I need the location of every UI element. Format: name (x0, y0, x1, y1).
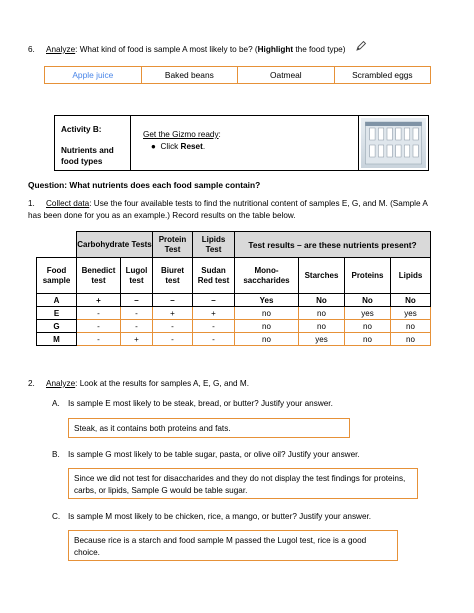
cell-starch[interactable]: no (299, 307, 345, 320)
subquestion-letter: A. (52, 399, 60, 408)
cell-protein[interactable]: no (345, 333, 391, 346)
cell-lugol[interactable]: - (121, 320, 153, 333)
col-monosaccharides: Mono-saccharides (235, 258, 299, 294)
cell-biuret[interactable]: + (153, 307, 193, 320)
subquestion-b (52, 449, 360, 460)
cell-sudan[interactable]: + (193, 307, 235, 320)
table-row (37, 294, 431, 307)
activity-subtitle: Nutrients and food types (61, 146, 114, 166)
reset-instruction (151, 141, 346, 153)
activity-instructions (131, 116, 359, 170)
question-text: : Look at the results for samples A, E, G, and M. (75, 379, 249, 388)
cell-sample: G (37, 320, 77, 333)
gizmo-thumbnail (359, 116, 428, 170)
question-1 (28, 198, 438, 222)
colon: : (218, 130, 221, 139)
gizmo-ready-link[interactable]: Get the Gizmo ready (143, 130, 219, 139)
cell-sudan[interactable]: - (193, 320, 235, 333)
cell-mono[interactable]: no (235, 320, 299, 333)
subquestion-text: Is sample M most likely to be chicken, rice, a mango, or butter? Justify your answer. (68, 512, 372, 521)
choice-oatmeal[interactable]: Oatmeal (237, 66, 335, 84)
food-type-choices (44, 66, 430, 84)
subquestion-letter: B. (52, 450, 60, 459)
activity-label: Activity B: (61, 125, 102, 134)
cell-starch: No (299, 294, 345, 307)
cell-lipid[interactable]: no (391, 333, 431, 346)
cell-sample: A (37, 294, 77, 307)
question-number: 1. (28, 199, 35, 208)
cell-benedict[interactable]: - (77, 333, 121, 346)
highlight-word: Highlight (257, 45, 294, 54)
question-text: : Use the four available tests to find the nutritional content of samples E, G, and M. (Sample A has been done for you as an example.) Record results on the table below. (28, 199, 428, 220)
cell-lugol[interactable]: - (121, 307, 153, 320)
choice-apple-juice[interactable]: Apple juice (44, 66, 142, 84)
col-starches: Starches (299, 258, 345, 294)
subquestion-c (52, 511, 371, 522)
cell-biuret[interactable]: - (153, 333, 193, 346)
col-lipids: Lipids (391, 258, 431, 294)
reset-word: Reset (180, 142, 203, 151)
cell-sample: E (37, 307, 77, 320)
activity-b-box (54, 115, 429, 171)
table-row (37, 307, 431, 320)
cell-benedict[interactable]: - (77, 307, 121, 320)
question-text-end: the food type) (293, 45, 346, 54)
subquestion-letter: C. (52, 512, 61, 521)
cell-protein[interactable]: no (345, 320, 391, 333)
header-test-results: Test results – are these nutrients present? (235, 232, 431, 258)
col-lugol: Lugol test (121, 258, 153, 294)
cell-mono[interactable]: no (235, 307, 299, 320)
cell-starch[interactable]: yes (299, 333, 345, 346)
col-proteins: Proteins (345, 258, 391, 294)
bullet-icon: ● (151, 142, 156, 151)
cell-starch[interactable]: no (299, 320, 345, 333)
cell-lugol: – (121, 294, 153, 307)
choice-scrambled-eggs[interactable]: Scrambled eggs (334, 66, 432, 84)
col-biuret: Biuret test (153, 258, 193, 294)
choice-baked-beans[interactable]: Baked beans (141, 66, 239, 84)
nutrient-table (36, 231, 431, 346)
collect-data-label: Collect data (46, 199, 90, 208)
col-food-sample: Food sample (37, 258, 77, 294)
answer-box-a[interactable]: Steak, as it contains both proteins and fats. (68, 418, 350, 438)
blank-corner (37, 232, 77, 258)
cell-lipid[interactable]: yes (391, 307, 431, 320)
activity-title (55, 116, 131, 170)
col-sudan: Sudan Red test (193, 258, 235, 294)
cell-protein[interactable]: yes (345, 307, 391, 320)
cell-benedict[interactable]: - (77, 320, 121, 333)
table-row (37, 333, 431, 346)
cell-biuret[interactable]: - (153, 320, 193, 333)
cell-biuret: – (153, 294, 193, 307)
question-text: : What kind of food is sample A most likely to be? ( (75, 45, 258, 54)
cell-mono: Yes (235, 294, 299, 307)
section-question: Question: What nutrients does each food sample contain? (28, 180, 261, 190)
pencil-icon (355, 40, 367, 52)
cell-lipid: No (391, 294, 431, 307)
subquestion-text: Is sample G most likely to be table sugar, pasta, or olive oil? Justify your answer. (68, 450, 360, 459)
answer-box-c[interactable]: Because rice is a starch and food sample M passed the Lugol test, rice is a good choice. (68, 530, 398, 561)
cell-sudan[interactable]: - (193, 333, 235, 346)
question-number: 6. (28, 45, 35, 54)
question-2 (28, 379, 249, 388)
subquestion-a (52, 398, 333, 409)
header-lipids-test: Lipids Test (193, 232, 235, 258)
header-protein-test: Protein Test (153, 232, 193, 258)
col-benedict: Benedict test (77, 258, 121, 294)
period: . (202, 142, 206, 151)
cell-sample: M (37, 333, 77, 346)
gizmo-screenshot-icon (361, 118, 426, 168)
cell-protein: No (345, 294, 391, 307)
cell-lugol[interactable]: + (121, 333, 153, 346)
click-text: Click (160, 142, 181, 151)
analyze-label: Analyze (46, 45, 76, 54)
subquestion-text: Is sample E most likely to be steak, bread, or butter? Justify your answer. (68, 399, 333, 408)
analyze-label: Analyze (46, 379, 76, 388)
cell-benedict: + (77, 294, 121, 307)
cell-sudan: – (193, 294, 235, 307)
question-6 (28, 44, 448, 55)
question-number: 2. (28, 379, 35, 388)
table-row (37, 320, 431, 333)
cell-mono[interactable]: no (235, 333, 299, 346)
cell-lipid[interactable]: no (391, 320, 431, 333)
answer-box-b[interactable]: Since we did not test for disaccharides and they do not display the test findings for proteins, carbs, or lipids, Sample G would be table sugar. (68, 468, 418, 499)
header-carbohydrate-tests: Carbohydrate Tests (77, 232, 153, 258)
